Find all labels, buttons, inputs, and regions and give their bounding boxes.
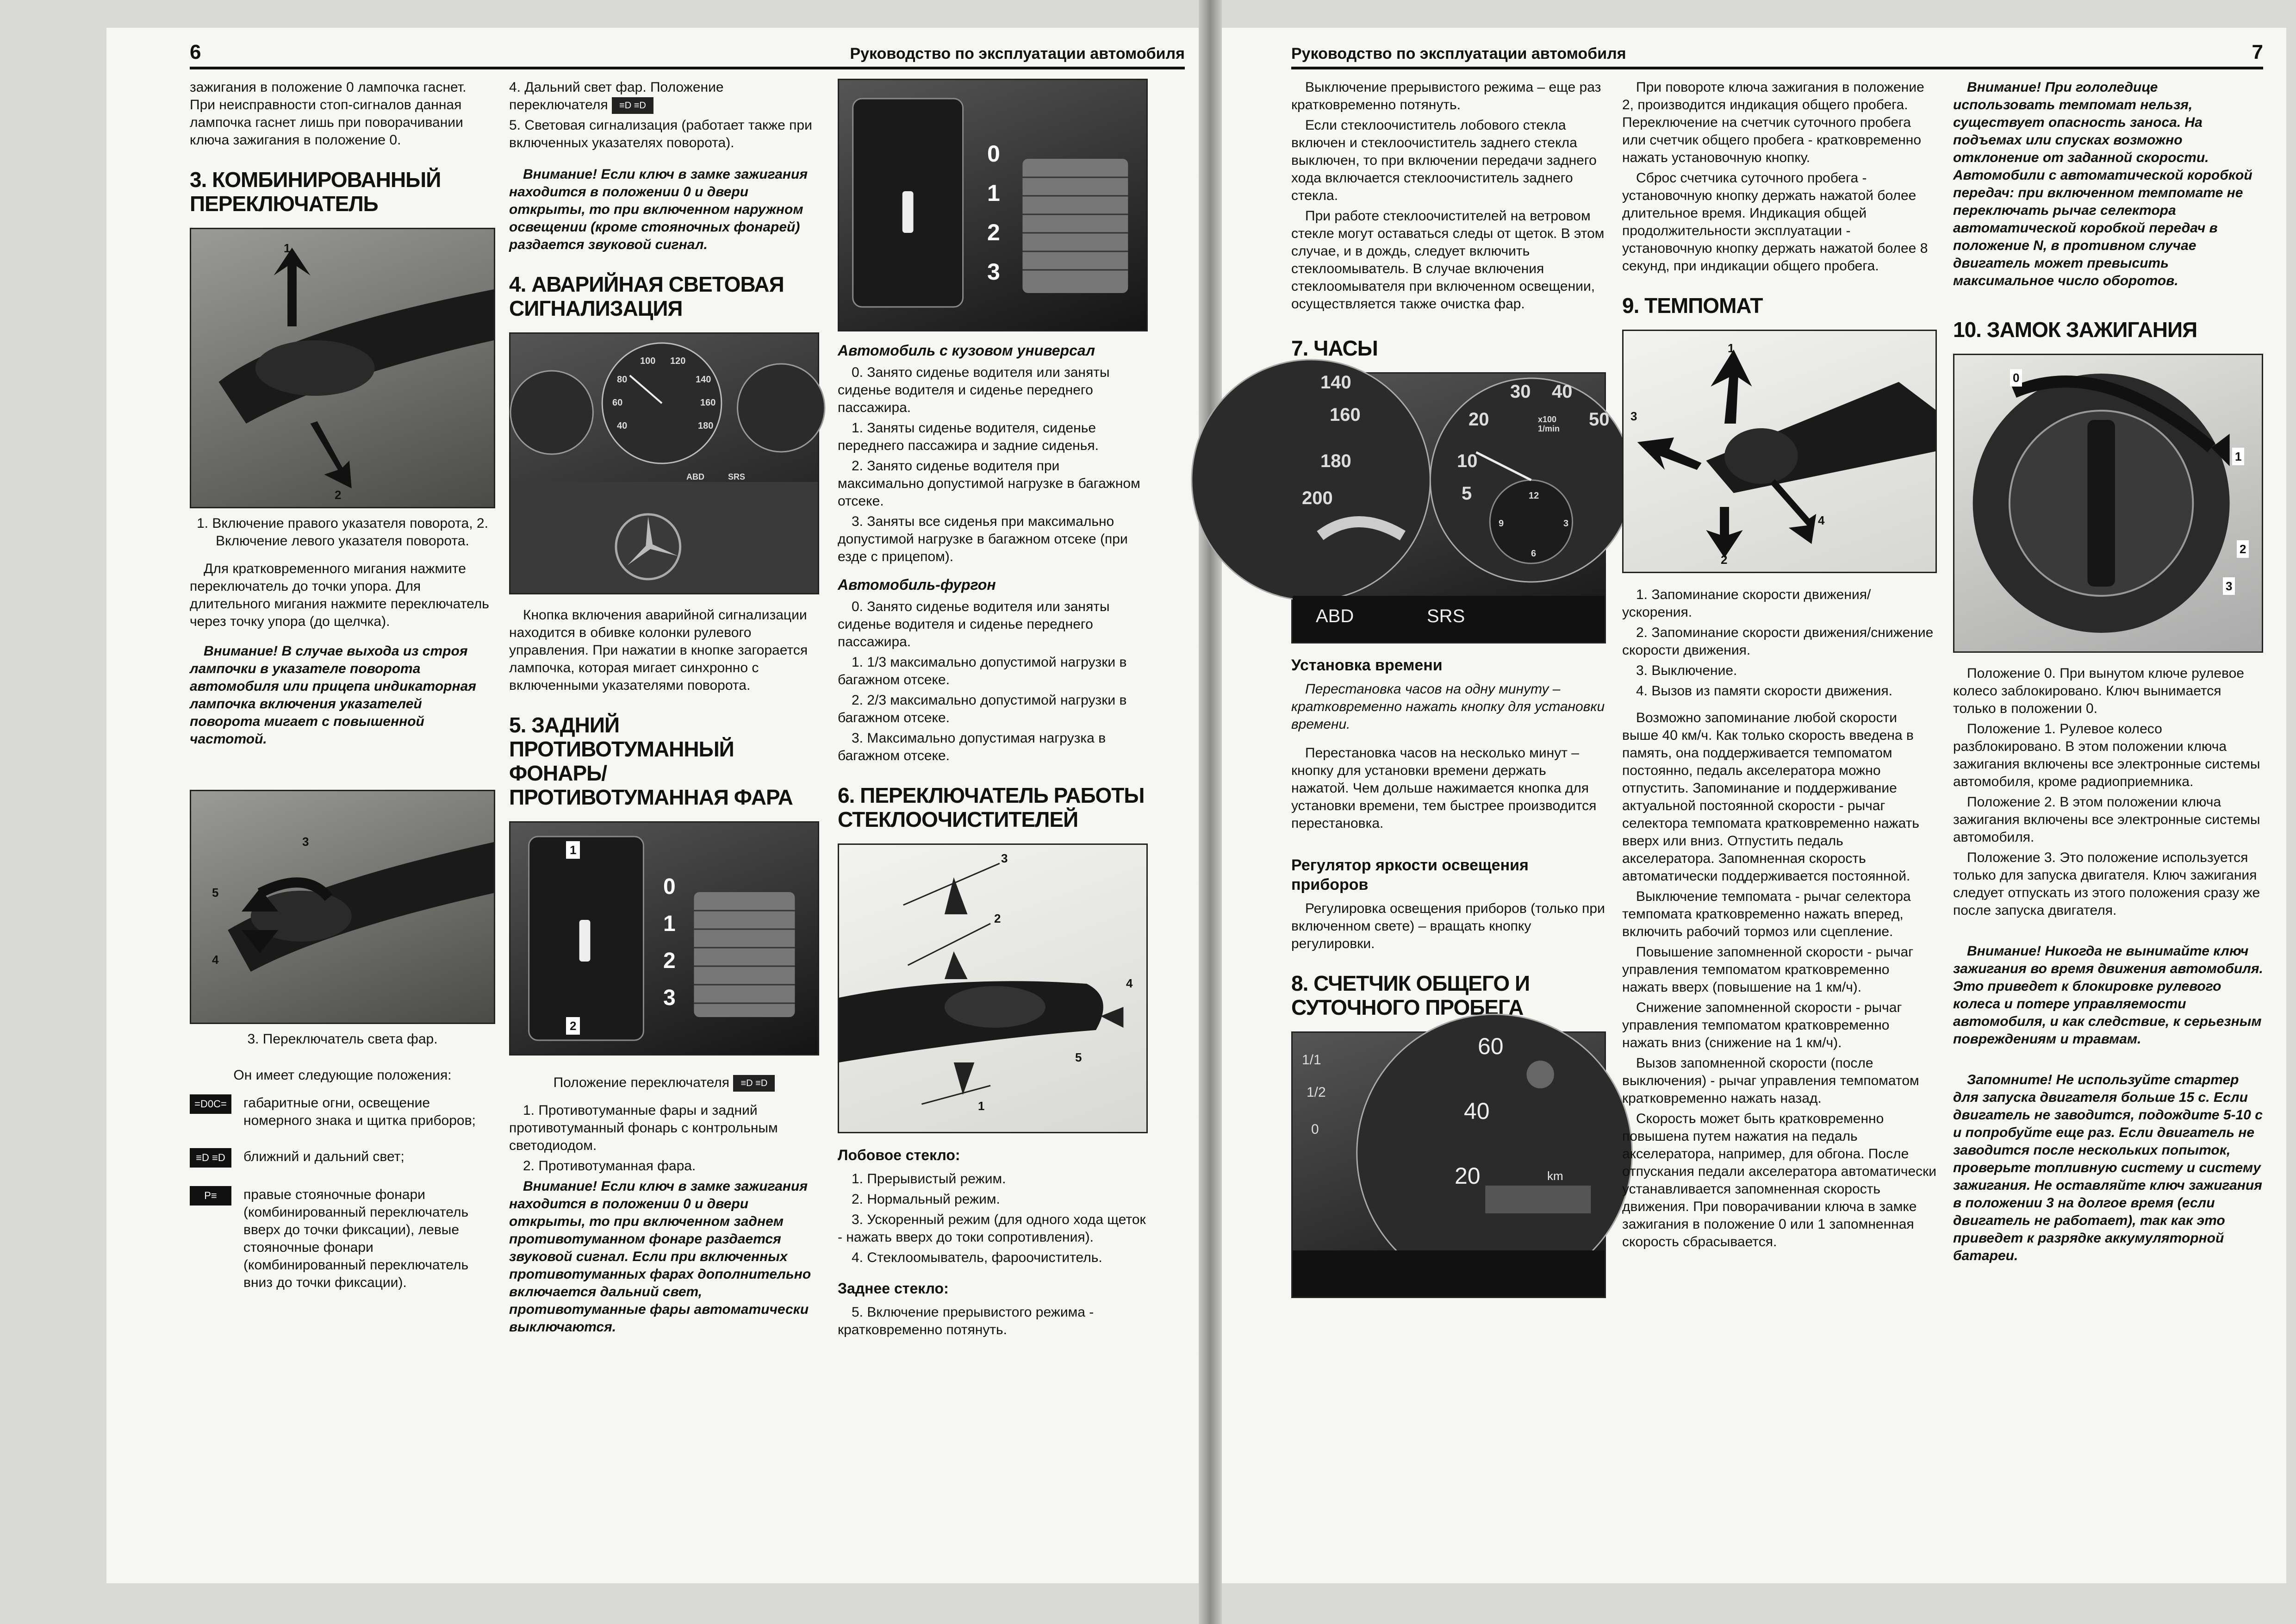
gauge-label: 160: [1330, 405, 1361, 425]
fig-label: 4: [212, 953, 219, 967]
page-header: [1291, 37, 2263, 69]
gauge-label: 80: [617, 375, 628, 385]
fig-label: 5: [212, 886, 219, 899]
book-spine: [1199, 0, 1222, 1624]
fig-label: 2: [335, 488, 342, 502]
legend-text: ближний и дальний свет;: [243, 1149, 404, 1164]
van-items: [838, 598, 1148, 765]
fig-label: 5: [1075, 1050, 1082, 1064]
indicator-label: ABD: [1316, 606, 1354, 626]
page-number: 6: [190, 41, 201, 63]
list-item: 3. Заняты все сиденья при максимально допустимой нагрузке в багажном отсеке (при езде с прицепом).: [838, 514, 1128, 564]
paragraph: Положение 3. Это положение используется только для запуска двигателя. Ключ зажигания следует отпускать из этого положения сразу же после запуска двигателя.: [1953, 850, 2260, 918]
wagon-items: [838, 364, 1148, 566]
list-item: 4. Стеклоомыватель, фароочиститель.: [852, 1250, 1102, 1265]
gauge-label: 40: [1464, 1098, 1490, 1124]
section-title: 5. ЗАДНИЙ ПРОТИВОТУМАННЫЙ ФОНАРЬ/ ПРОТИВОТУМАННАЯ ФАРА: [509, 713, 793, 810]
section-title: 8. СЧЕТЧИК ОБЩЕГО И СУТОЧНОГО ПРОБЕГА: [1291, 971, 1530, 1019]
light-switch-photo: [190, 790, 495, 1024]
fuel-label: 1/1: [1302, 1052, 1321, 1068]
paragraph: Сброс счетчика суточного пробега - установочную кнопку держать нажатой более длительное время. Индикация общей продолжительности эксплуатации - установочную кнопку держать нажатой более 8 секунд, при индикации общего пробега.: [1622, 170, 1928, 274]
section-title: 3. КОМБИНИРОВАННЫЙ ПЕРЕКЛЮЧАТЕЛЬ: [190, 168, 441, 216]
position-label: [509, 1074, 819, 1092]
fig-label: 3: [302, 835, 309, 849]
right-col-3: [1953, 79, 2263, 1268]
paragraph: Для кратковременного мигания нажмите переключатель до точки упора. Для длительного мигания нажмите переключатель через точку упора (до щелчка).: [190, 561, 489, 629]
list-item: 0. Занято сиденье водителя или заняты сиденье водителя и сиденье переднего пассажира.: [838, 599, 1110, 650]
clock-photo: [1291, 372, 1610, 643]
switch-digit: 3: [663, 986, 676, 1011]
subsection-title: Регулятор яркости освещения приборов: [1291, 856, 1529, 893]
fog-items: [509, 1102, 819, 1175]
paragraph: Если стеклоочиститель лобового стекла включен и стеклоочиститель заднего стекла выключен, то при включении передачи заднего хода включается стеклоочиститель заднего стекла.: [1291, 118, 1597, 203]
paragraph: Скорость может быть кратковременно повышена путем нажатия на педаль акселератора, например, для обгона. После отпускания педали акселератора автоматически устанавливается запомненная скорость движения. При поворачивании ключа в замке зажигания в положение 0 или 1 запомненная скорость сбрасывается.: [1622, 1111, 1937, 1249]
gauge-label: km: [1547, 1169, 1563, 1183]
paragraph: Перестановка часов на несколько минут – кнопку для установки времени держать нажатой. Чем дольше нажимается кнопка для установки времени, тем быстрее производится перестановка.: [1291, 745, 1597, 831]
section-title: 4. АВАРИЙНАЯ СВЕТОВАЯ СИГНАЛИЗАЦИЯ: [509, 272, 784, 321]
list-item: 3. Максимально допустимая нагрузка в багажном отсеке.: [838, 731, 1106, 763]
clock-label: 6: [1531, 549, 1537, 559]
cruise-items: [1622, 586, 1937, 700]
legend-item: [190, 1094, 495, 1130]
headlight-icon: ≡D ≡D: [190, 1148, 231, 1168]
gauge-label: 200: [1302, 488, 1333, 508]
fig-label: 3: [1630, 409, 1637, 423]
paragraph: 5. Световая сигнализация (работает также при включенных указателях поворота).: [509, 118, 812, 151]
gauge-label: 10: [1457, 451, 1478, 471]
paragraph: При работе стеклоочистителей на ветровом стекле могут оставаться следы от щеток. В этом случае, и в дождь, следует включить стеклоомыватель. В случае включения стеклоомывателя при включенном освещении, осуществляется также очистка фар.: [1291, 208, 1605, 312]
gauge-label: 40: [617, 421, 628, 431]
position-text: Положение переключателя: [553, 1075, 730, 1091]
left-col-2: [509, 79, 819, 1339]
switch-digit: 0: [987, 141, 1000, 167]
wiper-switch-photo: [838, 843, 1148, 1133]
paragraph: [509, 79, 819, 114]
clock-label: 3: [1563, 518, 1569, 529]
fig-label: 1: [2232, 448, 2244, 465]
paragraph: Снижение запомненной скорости - рычаг управления темпоматом кратковременно нажать вниз (снижение на 1 км/ч).: [1622, 1000, 1902, 1050]
list-item: 2. Занято сиденье водителя при максимально допустимой нагрузке в багажном отсеке.: [838, 458, 1140, 509]
fog-switch-photo-2: [838, 79, 1148, 331]
warning-text: Внимание! Никогда не вынимайте ключ зажигания во время движения автомобиля. Это приведет к блокировке рулевого колеса и потере управляемости автомобиля, и как следствие, к серьезным повреждениям и травмам.: [1953, 943, 2263, 1047]
page-number: 7: [2252, 41, 2263, 63]
fig-label: 4: [1818, 513, 1825, 527]
paragraph: Регулировка освещения приборов (только при включенном свете) – вращать кнопку регулировки.: [1291, 901, 1605, 951]
warning-text: Запомните! Не используйте стартер для запуска двигателя больше 15 с. Если двигатель не заводится, подождите 5-10 с и попробуйте еще раз. Если двигатель не заводится после нескольких попыток, проверьте топливную систему и систему зажигания. Не оставляйте ключ зажигания в положении 3 на долгое время (если двигатель не работает), так как это приведет к разрядке аккумуляторной батареи.: [1953, 1072, 2263, 1263]
fig-label: 1: [978, 1099, 985, 1113]
clock-label: 9: [1499, 518, 1504, 529]
paragraph: Перестановка часов на одну минуту – кратковременно нажать кнопку для установки времени.: [1291, 681, 1605, 732]
list-item: 2. Противотуманная фара.: [523, 1158, 696, 1174]
paragraph: Выключение прерывистого режима – еще раз кратковременно потянуть.: [1291, 80, 1601, 112]
paragraph: Возможно запоминание любой скорости выше 40 км/ч. Как только скорость введена в память, она поддерживается темпоматом постоянно, педаль акселератора можно отпустить. Запоминание и поддерживание актуальной постоянной скорости - рычаг селектора темпомата кратковременно нажать вверх или вниз. Отпустить педаль акселератора. Запомненная скорость автоматически поддерживается постоянной.: [1622, 710, 1920, 884]
switch-digit: 3: [987, 259, 1000, 285]
paragraph: Кнопка включения аварийной сигнализации находится в обивке колонки рулевого управления. При нажатии в кнопке загорается лампочка, которая мигает синхронно с включенными указателями поворота.: [509, 607, 808, 693]
subsection-title: Автомобиль с кузовом универсал: [838, 342, 1095, 359]
left-col-1: [190, 79, 495, 1299]
warning-text: Внимание! В случае выхода из строя лампочки в указателе поворота автомобиля или прицепа индикаторная лампочка включения указателей поворота мигает с повышенной частотой.: [190, 643, 476, 747]
right-page: [1222, 28, 2286, 1583]
figure-caption: 1. Включение правого указателя поворота, 2. Включение левого указателя поворота.: [197, 516, 488, 549]
headlight-icon: ≡D ≡D: [733, 1075, 775, 1092]
list-item: 1. Запоминание скорости движения/ускорения.: [1622, 587, 1871, 620]
ignition-lock-photo: [1953, 354, 2263, 653]
odometer-photo: [1291, 1031, 1606, 1298]
fuel-label: 1/2: [1307, 1085, 1326, 1100]
intro-text: зажигания в положение 0 лампочка гаснет. При неисправности стоп-сигналов данная лампочка гаснет лишь при поворачивании ключа зажигания в положение 0.: [190, 80, 467, 148]
gauge-label: 40: [1552, 381, 1573, 402]
section-title: 9. ТЕМПОМАТ: [1622, 294, 1763, 318]
gauge-label: 160: [700, 398, 716, 408]
section-title: 7. ЧАСЫ: [1291, 336, 1378, 360]
fig-label: 0: [2010, 369, 2022, 387]
clock-label: 12: [1529, 491, 1539, 501]
headlight-icon: ≡D ≡D: [612, 97, 653, 114]
legend-text: правые стояночные фонари (комбинированный переключатель вверх до точки фиксации), левые стояночные фонари (комбинированный переключатель вниз до точки фиксации).: [243, 1187, 469, 1290]
legend-item: [190, 1186, 495, 1292]
positions-intro: Он имеет следующие положения:: [233, 1068, 452, 1083]
switch-digit: 2: [987, 219, 1000, 245]
gauge-label: 180: [1320, 451, 1351, 471]
list-item: 1. 1/3 максимально допустимой нагрузки в багажном отсеке.: [838, 655, 1127, 687]
left-page: [106, 28, 1199, 1583]
switch-digit: 1: [663, 912, 676, 937]
fig-label: 2: [994, 912, 1001, 925]
legend-text: габаритные огни, освещение номерного знака и щитка приборов;: [243, 1095, 476, 1128]
right-col-2: [1622, 79, 1937, 1254]
list-item: 3. Выключение.: [1636, 663, 1737, 678]
right-col-1: [1291, 79, 1610, 1298]
dashboard-photo: [509, 332, 819, 594]
list-item: 1. Заняты сиденье водителя, сиденье переднего пассажира и задние сиденья.: [838, 420, 1099, 453]
switch-digit: 0: [663, 874, 676, 899]
paragraph: Положение 2. В этом положении ключа зажигания включены все электронные системы автомобиля.: [1953, 794, 2260, 845]
subsection-title: Заднее стекло:: [838, 1280, 949, 1297]
header-title: Руководство по эксплуатации автомобиля: [850, 45, 1185, 62]
list-item: 1. Прерывистый режим.: [852, 1171, 1006, 1187]
indicator-label: SRS: [1427, 606, 1465, 626]
gauge-label: x100: [1538, 415, 1557, 424]
gauge-label: 20: [1455, 1163, 1481, 1189]
warning-text: Внимание! Если ключ в замке зажигания находится в положении 0 и двери открыты, то при включенном наружном освещении (кроме стояночных фонарей) раздается звуковой сигнал.: [509, 167, 808, 253]
fog-switch-photo: [509, 821, 819, 1056]
list-item: 2. Нормальный режим.: [852, 1192, 1000, 1207]
gauge-label: 120: [670, 356, 686, 367]
list-item: 2. 2/3 максимально допустимой нагрузки в багажном отсеке.: [838, 693, 1127, 725]
subsection-title: Установка времени: [1291, 656, 1443, 674]
gauge-label: 100: [640, 356, 656, 367]
gauge-label: 60: [1478, 1033, 1504, 1059]
gauge-label: SRS: [728, 472, 746, 482]
paragraph: Положение 1. Рулевое колесо разблокировано. В этом положении ключа зажигания включены все электронные системы автомобиля, кроме радиоприемника.: [1953, 721, 2260, 789]
gauge-label: 60: [612, 398, 623, 408]
list-item: 5. Включение прерывистого режима - кратковременно потянуть.: [838, 1305, 1094, 1337]
fig-label: 2: [2237, 540, 2249, 558]
turn-signal-photo: [190, 228, 495, 508]
list-item: 4. Вызов из памяти скорости движения.: [1636, 683, 1892, 699]
warning-text: Внимание! При гололедице использовать темпомат нельзя, существует опасность заноса. На подъемах или спусках возможно отклонение от заданной скорости. Автомобили с автоматической коробкой передач: при включенном темпомате не переключать рычаг селектора автоматической коробкой передач в положение N, в противном случае двигатель может превысить максимальное число оборотов.: [1953, 80, 2252, 288]
fuel-label: 0: [1311, 1122, 1319, 1137]
section-title: 10. ЗАМОК ЗАЖИГАНИЯ: [1953, 318, 2197, 342]
list-item: 0. Занято сиденье водителя или заняты сиденье водителя и сиденье переднего пассажира.: [838, 365, 1110, 415]
parking-light-icon: =D0C=: [190, 1094, 231, 1114]
cruise-lever-photo: [1622, 330, 1937, 573]
paragraph: Выключение темпомата - рычаг селектора темпомата кратковременно нажать вперед, включить рабочий тормоз или сцепление.: [1622, 889, 1911, 939]
fig-label: 2: [1721, 553, 1728, 567]
subsection-title: Лобовое стекло:: [838, 1147, 960, 1163]
paragraph: Положение 0. При вынутом ключе рулевое колесо заблокировано. Ключ вынимается только в положении 0.: [1953, 666, 2244, 716]
gauge-label: 1/min: [1538, 424, 1560, 433]
parking-lamp-icon: P≡: [190, 1186, 231, 1206]
warning-text: Внимание! Если ключ в замке зажигания находится в положении 0 и двери открыты, то при включенном заднем противотуманном фонаре раздается звуковой сигнал. Если при включенных противотуманных фарах дополнительно включается дальний свет, противотуманные фары автоматически выключаются.: [509, 1179, 811, 1335]
gauge-label: 20: [1468, 409, 1489, 430]
fig-label: 1: [284, 241, 291, 255]
header-title: Руководство по эксплуатации автомобиля: [1291, 45, 1626, 62]
fig-label: 4: [1126, 976, 1133, 990]
switch-digit: 2: [663, 949, 676, 974]
rear-items: [838, 1304, 1148, 1339]
paragraph: Вызов запомненной скорости (после выключения) - рычаг управления темпоматом кратковременно нажать назад.: [1622, 1056, 1919, 1106]
paragraph: Повышение запомненной скорости - рычаг управления темпоматом кратковременно нажать вверх (повышение на 1 км/ч).: [1622, 944, 1914, 995]
item-text: 4. Дальний свет фар. Положение переключателя: [509, 80, 724, 112]
subsection-title: Автомобиль-фургон: [838, 576, 996, 593]
switch-digit: 1: [987, 180, 1000, 206]
paragraph: При повороте ключа зажигания в положение 2, производится индикация общего пробега. Переключение на счетчик суточного пробега или счетчик общего пробега - кратковременно нажать установочную кнопку.: [1622, 80, 1924, 165]
fig-label: 1: [1728, 341, 1735, 355]
gauge-label: ABD: [686, 472, 704, 482]
left-col-3: [838, 79, 1148, 1342]
list-item: 1. Противотуманные фары и задний противотуманный фонарь с контрольным светодиодом.: [509, 1103, 778, 1154]
switch-badge: 2: [566, 1017, 580, 1035]
fig-label: 3: [1001, 851, 1008, 865]
gauge-label: 180: [698, 421, 714, 431]
gauge-label: 30: [1510, 381, 1531, 402]
gauge-label: 140: [1320, 372, 1351, 393]
fig-label: 3: [2223, 577, 2235, 595]
legend-item: [190, 1148, 495, 1168]
section-title: 6. ПЕРЕКЛЮЧАТЕЛЬ РАБОТЫ СТЕКЛООЧИСТИТЕЛЕЙ: [838, 783, 1145, 831]
list-item: 2. Запоминание скорости движения/снижение скорости движения.: [1622, 625, 1934, 658]
gauge-label: 5: [1462, 483, 1472, 504]
list-item: 3. Ускоренный режим (для одного хода щеток - нажать вверх до токи сопротивления).: [838, 1212, 1146, 1245]
gauge-label: 50: [1589, 409, 1610, 430]
gauge-label: 140: [696, 375, 711, 385]
switch-badge: 1: [566, 841, 580, 859]
page-header: [190, 37, 1185, 69]
front-items: [838, 1170, 1148, 1267]
figure-caption: 3. Переключатель света фар.: [247, 1031, 438, 1047]
